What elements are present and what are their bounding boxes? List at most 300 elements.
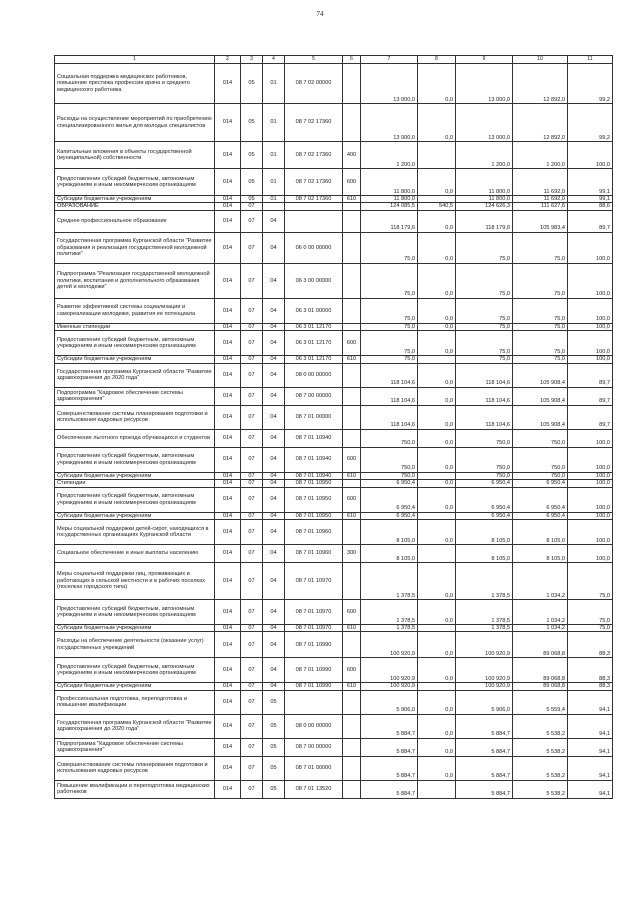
amount-change-cell: 0,0 (418, 487, 456, 512)
code-section-cell: 07 (241, 405, 263, 429)
code-admin-cell: 014 (215, 690, 241, 714)
code-subsection-cell: 04 (263, 210, 285, 232)
amount-plan-cell: 75,0 (361, 263, 418, 298)
amount-plan-cell: 100 920,9 (361, 658, 418, 683)
amount-adjusted-cell: 11 800,0 (456, 196, 513, 203)
code-expense-type-cell (343, 738, 361, 756)
amount-plan-cell: 100 920,9 (361, 632, 418, 658)
amount-executed-cell: 1 034,2 (513, 562, 568, 599)
code-subsection-cell: 04 (263, 363, 285, 387)
table-row (55, 298, 613, 323)
amount-adjusted-cell: 750,0 (456, 472, 513, 479)
amount-adjusted-cell: 118 104,6 (456, 363, 513, 387)
table-row (55, 210, 613, 232)
column-header: 4 (263, 56, 285, 64)
code-admin-cell: 014 (215, 658, 241, 683)
row-name-cell: Социальное обеспечение и иные выплаты населению (55, 544, 215, 562)
table-row (55, 387, 613, 405)
amount-adjusted-cell: 75,0 (456, 323, 513, 330)
code-admin-cell: 014 (215, 756, 241, 780)
code-target-cell: 08 0 00 00000 (285, 363, 343, 387)
code-admin-cell: 014 (215, 683, 241, 690)
code-target-cell: 08 7 01 10940 (285, 472, 343, 479)
amount-executed-cell: 750,0 (513, 429, 568, 447)
code-subsection-cell: 04 (263, 487, 285, 512)
amount-executed-cell: 8 105,0 (513, 519, 568, 544)
code-target-cell: 06 3 01 12170 (285, 331, 343, 356)
amount-change-cell: 0,0 (418, 363, 456, 387)
code-subsection-cell: 01 (263, 64, 285, 104)
code-subsection-cell: 04 (263, 480, 285, 487)
table-row (55, 104, 613, 142)
code-target-cell: 06 3 01 00000 (285, 298, 343, 323)
code-expense-type-cell (343, 323, 361, 330)
table-row (55, 203, 613, 210)
code-admin-cell: 014 (215, 714, 241, 738)
percent-executed-cell: 88,3 (568, 632, 613, 658)
code-admin-cell: 014 (215, 363, 241, 387)
amount-adjusted-cell: 6 950,4 (456, 480, 513, 487)
code-subsection-cell: 01 (263, 104, 285, 142)
amount-executed-cell: 75,0 (513, 331, 568, 356)
amount-adjusted-cell: 750,0 (456, 429, 513, 447)
table-row (55, 690, 613, 714)
code-admin-cell: 014 (215, 472, 241, 479)
code-section-cell: 07 (241, 544, 263, 562)
amount-plan-cell: 13 000,0 (361, 64, 418, 104)
code-expense-type-cell (343, 64, 361, 104)
table-row (55, 512, 613, 519)
amount-change-cell: 0,0 (418, 210, 456, 232)
code-admin-cell: 014 (215, 232, 241, 263)
amount-change-cell: 0,0 (418, 323, 456, 330)
code-subsection-cell: 01 (263, 196, 285, 203)
amount-plan-cell: 11 800,0 (361, 196, 418, 203)
amount-executed-cell: 105 983,4 (513, 210, 568, 232)
row-name-cell: Расходы на обеспечение деятельности (оказание услуг) государственных учреждений (55, 632, 215, 658)
code-target-cell: 08 7 00 00000 (285, 387, 343, 405)
amount-adjusted-cell: 13 000,0 (456, 64, 513, 104)
percent-executed-cell: 100,0 (568, 512, 613, 519)
row-name-cell: Государственная программа Курганской области "Развитие здравоохранения до 2020 года" (55, 714, 215, 738)
code-admin-cell: 014 (215, 487, 241, 512)
percent-executed-cell: 94,1 (568, 690, 613, 714)
amount-plan-cell: 100 920,9 (361, 683, 418, 690)
code-subsection-cell: 05 (263, 780, 285, 798)
code-expense-type-cell: 600 (343, 599, 361, 624)
percent-executed-cell: 100,0 (568, 232, 613, 263)
code-expense-type-cell (343, 203, 361, 210)
row-name-cell: Субсидии бюджетным учреждениям (55, 683, 215, 690)
amount-plan-cell: 6 950,4 (361, 480, 418, 487)
code-target-cell (285, 203, 343, 210)
row-name-cell: Расходы на осуществление мероприятий по приобретению специализированного жилья для молодых специалистов (55, 104, 215, 142)
code-section-cell: 07 (241, 429, 263, 447)
code-admin-cell: 014 (215, 429, 241, 447)
code-expense-type-cell: 610 (343, 624, 361, 631)
row-name-cell: Субсидии бюджетным учреждениям (55, 472, 215, 479)
column-header: 3 (241, 56, 263, 64)
code-target-cell: 08 7 01 10990 (285, 632, 343, 658)
row-name-cell: Предоставление субсидий бюджетным, автономным учреждениям и иным некоммерческим организациям (55, 487, 215, 512)
code-admin-cell: 014 (215, 512, 241, 519)
code-section-cell: 07 (241, 480, 263, 487)
table-row (55, 562, 613, 599)
table-row (55, 780, 613, 798)
amount-executed-cell: 6 950,4 (513, 512, 568, 519)
code-subsection-cell: 04 (263, 562, 285, 599)
table-row (55, 714, 613, 738)
column-header: 5 (285, 56, 343, 64)
code-subsection-cell: 04 (263, 356, 285, 363)
amount-executed-cell: 105 908,4 (513, 363, 568, 387)
code-admin-cell: 014 (215, 624, 241, 631)
code-target-cell: 08 7 01 00000 (285, 756, 343, 780)
code-target-cell: 08 7 01 10990 (285, 683, 343, 690)
percent-executed-cell: 94,1 (568, 714, 613, 738)
amount-change-cell (418, 472, 456, 479)
code-subsection-cell: 05 (263, 738, 285, 756)
amount-adjusted-cell: 1 378,5 (456, 562, 513, 599)
code-expense-type-cell: 610 (343, 196, 361, 203)
amount-change-cell: 0,0 (418, 64, 456, 104)
amount-adjusted-cell: 5 906,0 (456, 690, 513, 714)
amount-change-cell: 0,0 (418, 429, 456, 447)
percent-executed-cell: 89,7 (568, 210, 613, 232)
percent-executed-cell: 99,2 (568, 64, 613, 104)
amount-plan-cell: 1 378,5 (361, 562, 418, 599)
row-name-cell: Совершенствование системы планирования подготовки и использования кадровых ресурсов (55, 405, 215, 429)
amount-adjusted-cell: 75,0 (456, 263, 513, 298)
row-name-cell: Профессиональная подготовка, переподготовка и повышение квалификации (55, 690, 215, 714)
table-row (55, 738, 613, 756)
amount-change-cell: 0,0 (418, 263, 456, 298)
amount-adjusted-cell: 118 104,6 (456, 405, 513, 429)
amount-plan-cell: 118 104,6 (361, 387, 418, 405)
code-target-cell: 08 7 02 17360 (285, 104, 343, 142)
code-admin-cell: 014 (215, 196, 241, 203)
code-expense-type-cell (343, 519, 361, 544)
code-section-cell: 05 (241, 169, 263, 196)
page-number: 74 (316, 10, 324, 18)
percent-executed-cell: 100,0 (568, 323, 613, 330)
code-expense-type-cell: 400 (343, 142, 361, 169)
column-header: 1 (55, 56, 215, 64)
percent-executed-cell: 89,7 (568, 405, 613, 429)
code-target-cell: 06 3 00 00000 (285, 263, 343, 298)
budget-table (54, 55, 613, 799)
amount-change-cell (418, 356, 456, 363)
code-subsection-cell: 04 (263, 599, 285, 624)
code-admin-cell: 014 (215, 632, 241, 658)
row-name-cell: Предоставление субсидий бюджетным, автономным учреждениям и иным некоммерческим организациям (55, 169, 215, 196)
code-admin-cell: 014 (215, 738, 241, 756)
code-target-cell: 08 7 01 10970 (285, 624, 343, 631)
amount-change-cell: 0,0 (418, 690, 456, 714)
code-target-cell: 06 0 00 00000 (285, 232, 343, 263)
code-subsection-cell: 04 (263, 405, 285, 429)
code-subsection-cell: 04 (263, 624, 285, 631)
table-row (55, 519, 613, 544)
code-section-cell: 07 (241, 323, 263, 330)
amount-change-cell (418, 683, 456, 690)
code-admin-cell: 014 (215, 203, 241, 210)
code-subsection-cell: 05 (263, 690, 285, 714)
code-target-cell (285, 210, 343, 232)
percent-executed-cell: 100,0 (568, 480, 613, 487)
row-name-cell: Обеспечение льготного проезда обучающихся и студентов (55, 429, 215, 447)
code-section-cell: 07 (241, 487, 263, 512)
table-row (55, 683, 613, 690)
code-expense-type-cell: 610 (343, 472, 361, 479)
row-name-cell: Субсидии бюджетным учреждениям (55, 356, 215, 363)
table-row (55, 472, 613, 479)
amount-executed-cell: 6 950,4 (513, 480, 568, 487)
amount-plan-cell: 13 000,0 (361, 104, 418, 142)
code-admin-cell: 014 (215, 480, 241, 487)
code-section-cell: 07 (241, 624, 263, 631)
row-name-cell: Предоставление субсидий бюджетным, автономным учреждениям и иным некоммерческим организациям (55, 331, 215, 356)
percent-executed-cell: 75,0 (568, 599, 613, 624)
code-expense-type-cell (343, 690, 361, 714)
amount-executed-cell: 12 892,0 (513, 64, 568, 104)
code-target-cell: 08 0 00 00000 (285, 714, 343, 738)
percent-executed-cell: 100,0 (568, 472, 613, 479)
percent-executed-cell: 75,0 (568, 624, 613, 631)
amount-change-cell (418, 780, 456, 798)
amount-executed-cell: 5 538,2 (513, 780, 568, 798)
amount-plan-cell: 1 378,5 (361, 599, 418, 624)
row-name-cell: Субсидии бюджетным учреждениям (55, 624, 215, 631)
amount-change-cell: 0,0 (418, 405, 456, 429)
amount-adjusted-cell: 6 950,4 (456, 487, 513, 512)
code-expense-type-cell (343, 210, 361, 232)
amount-executed-cell: 6 950,4 (513, 487, 568, 512)
row-name-cell: Капитальные вложения в объекты государственной (муниципальной) собственности (55, 142, 215, 169)
code-section-cell: 07 (241, 232, 263, 263)
amount-change-cell: 0,0 (418, 658, 456, 683)
row-name-cell: Именные стипендии (55, 323, 215, 330)
code-target-cell: 08 7 01 10990 (285, 658, 343, 683)
amount-change-cell: 0,0 (418, 331, 456, 356)
row-name-cell: Среднее профессиональное образование (55, 210, 215, 232)
code-subsection-cell: 04 (263, 632, 285, 658)
column-header: 11 (568, 56, 613, 64)
amount-adjusted-cell: 100 920,9 (456, 658, 513, 683)
amount-executed-cell: 105 908,4 (513, 387, 568, 405)
code-admin-cell: 014 (215, 405, 241, 429)
code-section-cell: 07 (241, 632, 263, 658)
code-expense-type-cell (343, 263, 361, 298)
amount-executed-cell: 12 892,0 (513, 104, 568, 142)
code-subsection-cell: 04 (263, 331, 285, 356)
code-expense-type-cell: 600 (343, 487, 361, 512)
code-subsection-cell: 05 (263, 714, 285, 738)
amount-executed-cell: 750,0 (513, 472, 568, 479)
amount-executed-cell: 75,0 (513, 323, 568, 330)
code-target-cell: 08 7 01 10950 (285, 512, 343, 519)
table-row (55, 323, 613, 330)
code-admin-cell: 014 (215, 323, 241, 330)
percent-executed-cell: 100,0 (568, 142, 613, 169)
percent-executed-cell: 100,0 (568, 356, 613, 363)
amount-adjusted-cell: 118 104,6 (456, 387, 513, 405)
amount-executed-cell: 105 908,4 (513, 405, 568, 429)
code-section-cell: 05 (241, 142, 263, 169)
amount-plan-cell: 750,0 (361, 447, 418, 472)
percent-executed-cell: 94,1 (568, 756, 613, 780)
percent-executed-cell: 89,7 (568, 363, 613, 387)
percent-executed-cell: 100,0 (568, 519, 613, 544)
code-admin-cell: 014 (215, 544, 241, 562)
table-row (55, 363, 613, 387)
code-expense-type-cell: 600 (343, 658, 361, 683)
code-subsection-cell: 04 (263, 263, 285, 298)
code-subsection-cell: 04 (263, 658, 285, 683)
code-expense-type-cell (343, 104, 361, 142)
row-name-cell: Развитие эффективной системы социализации и самореализации молодежи, развития ее потенциала (55, 298, 215, 323)
percent-executed-cell: 100,0 (568, 298, 613, 323)
amount-plan-cell: 5 884,7 (361, 738, 418, 756)
code-target-cell: 08 7 02 17360 (285, 142, 343, 169)
amount-plan-cell: 6 950,4 (361, 487, 418, 512)
row-name-cell: Меры социальной поддержки детей-сирот, находящихся в государственных организациях Курганской области (55, 519, 215, 544)
amount-adjusted-cell: 75,0 (456, 232, 513, 263)
table-row (55, 64, 613, 104)
code-target-cell: 08 7 01 10970 (285, 599, 343, 624)
amount-plan-cell: 750,0 (361, 472, 418, 479)
code-expense-type-cell: 610 (343, 512, 361, 519)
amount-adjusted-cell: 5 884,7 (456, 780, 513, 798)
amount-plan-cell: 1 200,0 (361, 142, 418, 169)
amount-adjusted-cell: 1 378,5 (456, 624, 513, 631)
code-target-cell: 08 7 00 00000 (285, 738, 343, 756)
amount-change-cell: 0,0 (418, 632, 456, 658)
code-target-cell: 08 7 01 13520 (285, 780, 343, 798)
amount-change-cell: 0,0 (418, 756, 456, 780)
amount-plan-cell: 75,0 (361, 232, 418, 263)
code-expense-type-cell (343, 756, 361, 780)
code-expense-type-cell (343, 562, 361, 599)
code-section-cell: 05 (241, 64, 263, 104)
code-section-cell: 05 (241, 196, 263, 203)
code-section-cell: 07 (241, 447, 263, 472)
amount-executed-cell: 75,0 (513, 263, 568, 298)
amount-executed-cell: 5 538,2 (513, 756, 568, 780)
table-row (55, 599, 613, 624)
amount-plan-cell: 75,0 (361, 323, 418, 330)
code-target-cell: 06 3 01 12170 (285, 323, 343, 330)
amount-adjusted-cell: 75,0 (456, 331, 513, 356)
row-name-cell: Государственная программа Курганской области "Развитие здравоохранения до 2020 года" (55, 363, 215, 387)
amount-plan-cell: 1 378,5 (361, 624, 418, 631)
table-row (55, 447, 613, 472)
code-admin-cell: 014 (215, 519, 241, 544)
amount-executed-cell: 75,0 (513, 232, 568, 263)
percent-executed-cell: 100,0 (568, 331, 613, 356)
code-admin-cell: 014 (215, 780, 241, 798)
code-subsection-cell: 04 (263, 544, 285, 562)
code-expense-type-cell (343, 429, 361, 447)
code-section-cell: 07 (241, 780, 263, 798)
row-name-cell: Повышение квалификации и переподготовка медицинских работников (55, 780, 215, 798)
code-section-cell: 07 (241, 690, 263, 714)
code-section-cell: 07 (241, 599, 263, 624)
code-admin-cell: 014 (215, 104, 241, 142)
code-target-cell: 06 3 01 12170 (285, 356, 343, 363)
row-name-cell: Совершенствование системы планирования подготовки и использования кадровых ресурсов (55, 756, 215, 780)
amount-change-cell: 0,0 (418, 232, 456, 263)
amount-adjusted-cell: 118 179,6 (456, 210, 513, 232)
amount-plan-cell: 5 884,7 (361, 714, 418, 738)
table-row (55, 658, 613, 683)
amount-change-cell: 0,0 (418, 169, 456, 196)
code-section-cell: 07 (241, 387, 263, 405)
row-name-cell: Подпрограмма "Кадровое обеспечение системы здравоохранения" (55, 738, 215, 756)
row-name-cell: Подпрограмма "Реализация государственной молодежной политики, воспитания и дополнительного образования детей и молодежи" (55, 263, 215, 298)
code-admin-cell: 014 (215, 210, 241, 232)
amount-executed-cell: 8 105,0 (513, 544, 568, 562)
code-section-cell: 07 (241, 512, 263, 519)
code-admin-cell: 014 (215, 387, 241, 405)
code-expense-type-cell (343, 714, 361, 738)
table-row (55, 480, 613, 487)
code-subsection-cell (263, 203, 285, 210)
column-header: 2 (215, 56, 241, 64)
percent-executed-cell: 100,0 (568, 544, 613, 562)
code-expense-type-cell: 600 (343, 331, 361, 356)
column-header: 9 (456, 56, 513, 64)
table-body (55, 64, 613, 799)
amount-adjusted-cell: 75,0 (456, 298, 513, 323)
code-section-cell: 07 (241, 756, 263, 780)
amount-adjusted-cell: 5 884,7 (456, 714, 513, 738)
code-admin-cell: 014 (215, 447, 241, 472)
amount-adjusted-cell: 6 950,4 (456, 512, 513, 519)
code-subsection-cell: 04 (263, 447, 285, 472)
amount-adjusted-cell: 1 378,5 (456, 599, 513, 624)
code-section-cell: 07 (241, 472, 263, 479)
amount-executed-cell: 75,0 (513, 298, 568, 323)
code-subsection-cell: 05 (263, 756, 285, 780)
percent-executed-cell: 100,0 (568, 429, 613, 447)
code-subsection-cell: 01 (263, 169, 285, 196)
code-target-cell: 08 7 01 10950 (285, 480, 343, 487)
amount-plan-cell: 75,0 (361, 331, 418, 356)
amount-change-cell: 0,0 (418, 599, 456, 624)
amount-executed-cell: 11 692,0 (513, 169, 568, 196)
code-expense-type-cell: 300 (343, 544, 361, 562)
amount-change-cell (418, 544, 456, 562)
code-subsection-cell: 04 (263, 298, 285, 323)
column-header: 6 (343, 56, 361, 64)
amount-plan-cell: 8 105,0 (361, 544, 418, 562)
code-target-cell: 08 7 01 10940 (285, 447, 343, 472)
amount-plan-cell: 5 884,7 (361, 756, 418, 780)
amount-change-cell: 0,0 (418, 519, 456, 544)
amount-plan-cell: 118 104,6 (361, 363, 418, 387)
code-expense-type-cell (343, 632, 361, 658)
amount-executed-cell: 89 068,8 (513, 658, 568, 683)
code-section-cell: 07 (241, 363, 263, 387)
table-row (55, 169, 613, 196)
code-target-cell: 08 7 01 00000 (285, 405, 343, 429)
amount-change-cell (418, 512, 456, 519)
amount-executed-cell: 5 538,2 (513, 714, 568, 738)
amount-change-cell (418, 196, 456, 203)
amount-executed-cell: 89 068,8 (513, 683, 568, 690)
amount-adjusted-cell: 1 200,0 (456, 142, 513, 169)
